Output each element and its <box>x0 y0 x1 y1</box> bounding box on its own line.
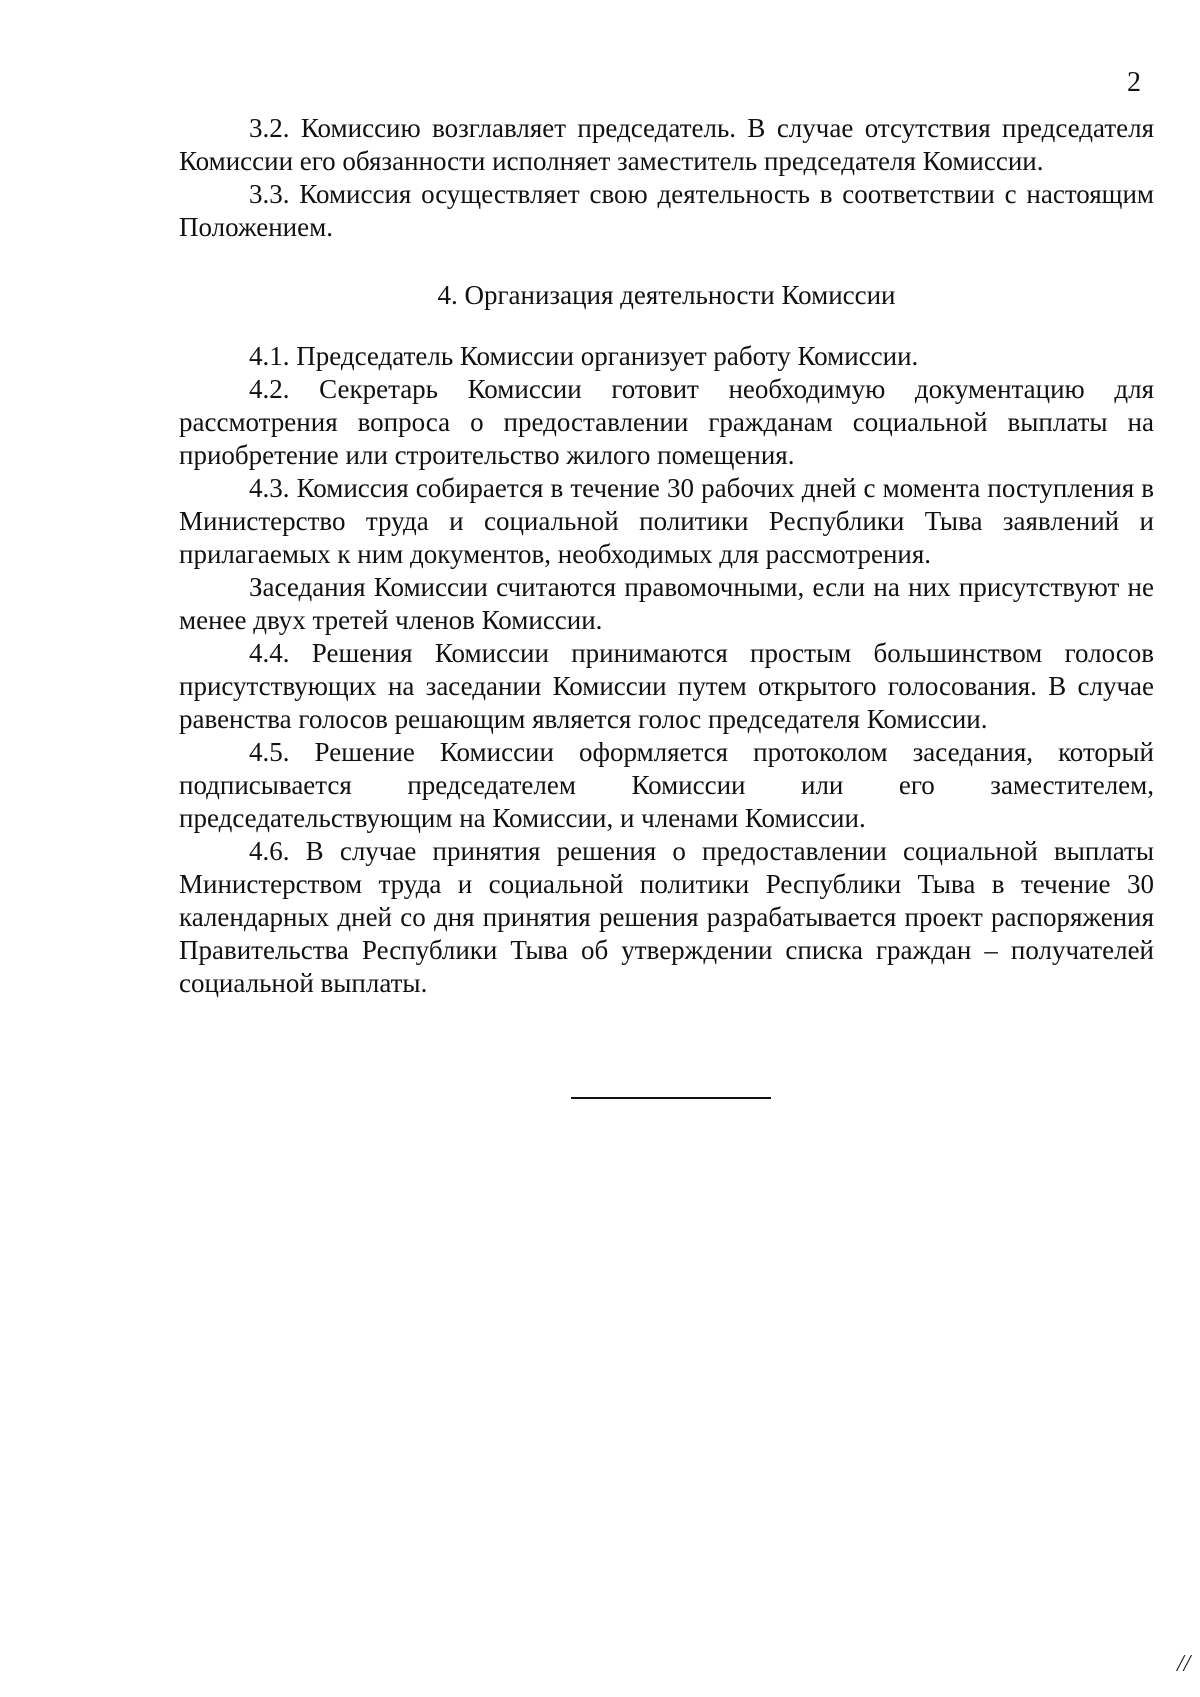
paragraph-4-4: 4.4. Решения Комиссии принимаются простым большинством голосов присутствующих на заседании Комиссии путем открытого голосования. В случае равенства голосов решающим является голос председателя Комиссии. <box>179 638 1154 734</box>
section-4-text <box>179 340 1154 1000</box>
section-4-heading: 4. Организация деятельности Комиссии <box>437 280 896 310</box>
paragraph-4-3-quorum: Заседания Комиссии считаются правомочными, если на них присутствуют не менее двух третей членов Комиссии. <box>179 572 1154 635</box>
page-number: 2 <box>1127 67 1141 98</box>
paragraph-4-1: 4.1. Председатель Комиссии организует работу Комиссии. <box>249 341 919 371</box>
paragraph-4-6: 4.6. В случае принятия решения о предоставлении социальной выплаты Министерством труда и социальной политики Республики Тыва в течение 30 календарных дней со дня принятия решения разрабатывается проект распоряжения Правительства Республики Тыва об утверждении списка граждан – получателей социальной выплаты. <box>179 836 1154 998</box>
paragraph-4-3: 4.3. Комиссия собирается в течение 30 рабочих дней с момента поступления в Министерство труда и социальной политики Республики Тыва заявлений и прилагаемых к ним документов, необходимых для рассмотрения. <box>179 473 1154 569</box>
paragraph-4-2: 4.2. Секретарь Комиссии готовит необходимую документацию для рассмотрения вопроса о предоставлении гражданам социальной выплаты на приобретение или строительство жилого помещения. <box>179 374 1154 470</box>
section-3-text <box>179 112 1154 244</box>
paragraph-3-3: 3.3. Комиссия осуществляет свою деятельность в соответствии с настоящим Положением. <box>179 179 1154 242</box>
end-of-document-rule <box>571 1097 771 1099</box>
paragraph-3-2: 3.2. Комиссию возглавляет председатель. В случае отсутствия председателя Комиссии его обязанности исполняет заместитель председателя Комиссии. <box>179 113 1154 176</box>
corner-handwritten-mark: // <box>1177 1651 1191 1677</box>
paragraph-4-5: 4.5. Решение Комиссии оформляется протоколом заседания, который подписывается председателем Комиссии или его заместителем, председательствующим на Комиссии, и членами Комиссии. <box>179 737 1154 833</box>
